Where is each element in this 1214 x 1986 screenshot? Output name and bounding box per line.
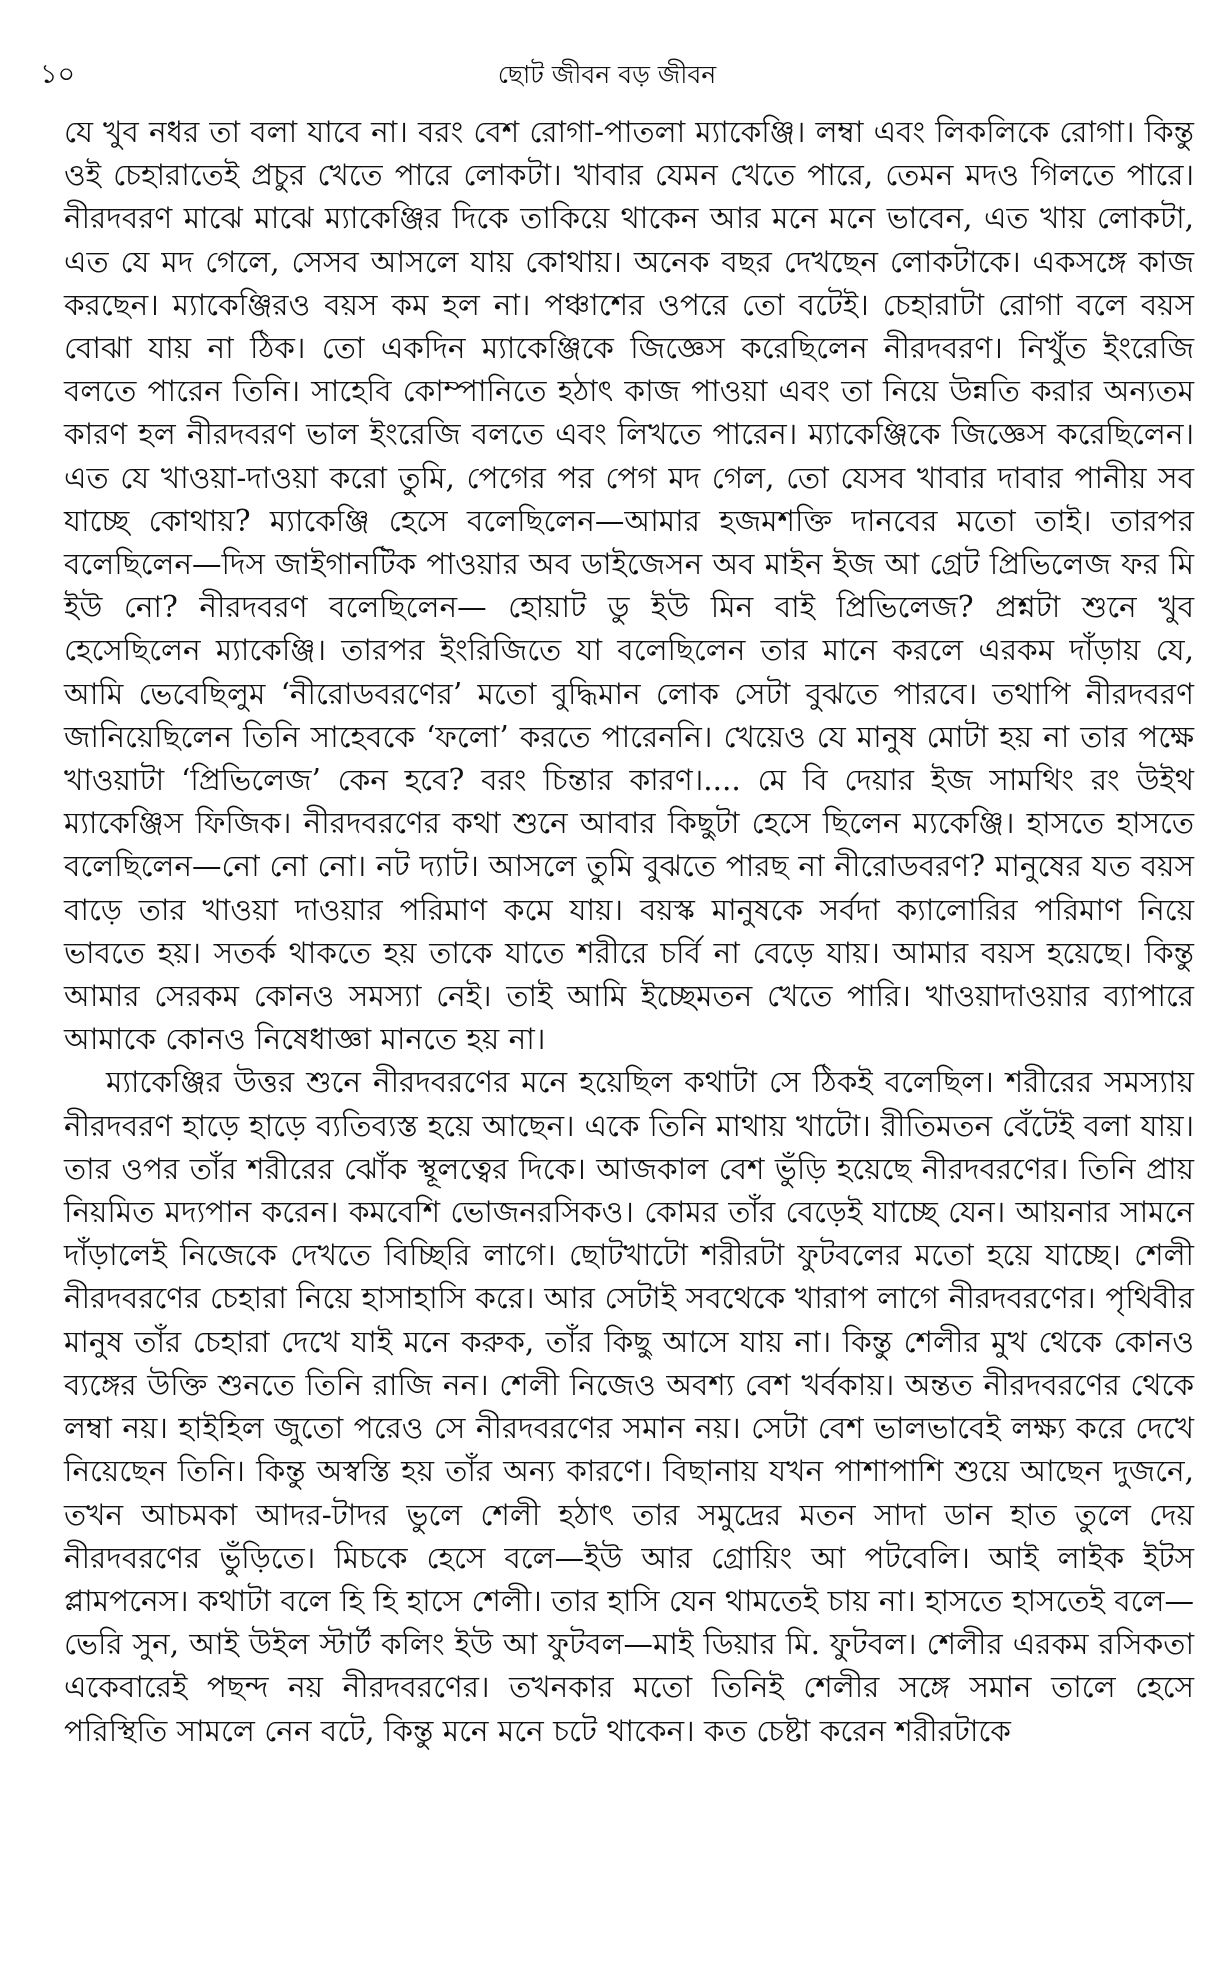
- page-header: [40, 55, 1174, 95]
- body-text: [64, 111, 1194, 1753]
- paragraph: যে খুব নধর তা বলা যাবে না। বরং বেশ রোগা-পাতলা ম্যাকেঞ্জি। লম্বা এবং লিকলিকে রোগা। কিন্তু ওই চেহারাতেই প্রচুর খেতে পারে লোকটা। খাবার যেমন খেতে পারে, তেমন মদও গিলতে পারে। নীরদবরণ মাঝে মাঝে ম্যাকেঞ্জির দিকে তাকিয়ে থাকেন আর মনে মনে ভাবেন, এত খায় লোকটা, এত যে মদ গেলে, সেসব আসলে যায় কোথায়। অনেক বছর দেখছেন লোকটাকে। একসঙ্গে কাজ করছেন। ম্যাকেঞ্জিরও বয়স কম হল না। পঞ্চাশের ওপরে তো বটেই। চেহারাটা রোগা বলে বয়স বোঝা যায় না ঠিক। তো একদিন ম্যাকেঞ্জিকে জিজ্ঞেস করেছিলেন নীরদবরণ। নিখুঁত ইংরেজি বলতে পারেন তিনি। সাহেবি কোম্পানিতে হঠাৎ কাজ পাওয়া এবং তা নিয়ে উন্নতি করার অন্যতম কারণ হল নীরদবরণ ভাল ইংরেজি বলতে এবং লিখতে পারেন। ম্যাকেঞ্জিকে জিজ্ঞেস করেছিলেন। এত যে খাওয়া-দাওয়া করো তুমি, পেগের পর পেগ মদ গেল, তো যেসব খাবার দাবার পানীয় সব যাচ্ছে কোথায়? ম্যাকেঞ্জি হেসে বলেছিলেন—আমার হজমশক্তি দানবের মতো তাই। তারপর বলেছিলেন—দিস জাইগানটিক পাওয়ার অব ডাইজেসন অব মাইন ইজ আ গ্রেট প্রিভিলেজ ফর মি ইউ নো? নীরদবরণ বলেছিলেন— হোয়াট ডু ইউ মিন বাই প্রিভিলেজ? প্রশ্নটা শুনে খুব হেসেছিলেন ম্যাকেঞ্জি। তারপর ইংরিজিতে যা বলেছিলেন তার মানে করলে এরকম দাঁড়ায় যে, আমি ভেবেছিলুম ‘নীরোডবরণের’ মতো বুদ্ধিমান লোক সেটা বুঝতে পারবে। তথাপি নীরদবরণ জানিয়েছিলেন তিনি সাহেবকে ‘ফলো’ করতে পারেননি। খেয়েও যে মানুষ মোটা হয় না তার পক্ষে খাওয়াটা ‘প্রিভিলেজ’ কেন হবে? বরং চিন্তার কারণ।.... মে বি দেয়ার ইজ সামথিং রং উইথ ম্যাকেঞ্জিস ফিজিক। নীরদবরণের কথা শুনে আবার কিছুটা হেসে ছিলেন ম্যকেঞ্জি। হাসতে হাসতে বলেছিলেন—নো নো নো। নট দ্যাট। আসলে তুমি বুঝতে পারছ না নীরোডবরণ? মানুষের যত বয়স বাড়ে তার খাওয়া দাওয়ার পরিমাণ কমে যায়। বয়স্ক মানুষকে সর্বদা ক্যালোরির পরিমাণ নিয়ে ভাবতে হয়। সতর্ক থাকতে হয় তাকে যাতে শরীরে চর্বি না বেড়ে যায়। আমার বয়স হয়েছে। কিন্তু আমার সেরকম কোনও সমস্যা নেই। তাই আমি ইচ্ছেমতন খেতে পারি। খাওয়াদাওয়ার ব্যাপারে আমাকে কোনও নিষেধাজ্ঞা মানতে হয় না।: [64, 115, 1194, 1057]
- running-title: ছোট জীবন বড় জীবন: [497, 60, 717, 89]
- paragraph: ম্যাকেঞ্জির উত্তর শুনে নীরদবরণের মনে হয়েছিল কথাটা সে ঠিকই বলেছিল। শরীরের সমস্যায় নীরদবরণ হাড়ে হাড়ে ব্যতিব্যস্ত হয়ে আছেন। একে তিনি মাথায় খাটো। রীতিমতন বেঁটেই বলা যায়। তার ওপর তাঁর শরীরের ঝোঁক স্থূলত্বের দিকে। আজকাল বেশ ভুঁড়ি হয়েছে নীরদবরণের। তিনি প্রায় নিয়মিত মদ্যপান করেন। কমবেশি ভোজনরসিকও। কোমর তাঁর বেড়েই যাচ্ছে যেন। আয়নার সামনে দাঁড়ালেই নিজেকে দেখতে বিচ্ছিরি লাগে। ছোটখাটো শরীরটা ফুটবলের মতো হয়ে যাচ্ছে। শেলী নীরদবরণের চেহারা নিয়ে হাসাহাসি করে। আর সেটাই সবথেকে খারাপ লাগে নীরদবরণের। পৃথিবীর মানুষ তাঁর চেহারা দেখে যাই মনে করুক, তাঁর কিছু আসে যায় না। কিন্তু শেলীর মুখ থেকে কোনও ব্যঙ্গের উক্তি শুনতে তিনি রাজি নন। শেলী নিজেও অবশ্য বেশ খর্বকায়। অন্তত নীরদবরণের থেকে লম্বা নয়। হাইহিল জুতো পরেও সে নীরদবরণের সমান নয়। সেটা বেশ ভালভাবেই লক্ষ্য করে দেখে নিয়েছেন তিনি। কিন্তু অস্বস্তি হয় তাঁর অন্য কারণে। বিছানায় যখন পাশাপাশি শুয়ে আছেন দুজনে, তখন আচমকা আদর-টাদর ভুলে শেলী হঠাৎ তার সমুদ্রের মতন সাদা ডান হাত তুলে দেয় নীরদবরণের ভুঁড়িতে। মিচকে হেসে বলে—ইউ আর গ্রোয়িং আ পটবেলি। আই লাইক ইটস প্লামপনেস। কথাটা বলে হি হি হাসে শেলী। তার হাসি যেন থামতেই চায় না। হাসতে হাসতেই বলে—ভেরি সুন, আই উইল স্টার্ট কলিং ইউ আ ফুটবল—মাই ডিয়ার মি. ফুটবল। শেলীর এরকম রসিকতা একেবারেই পছন্দ নয় নীরদবরণের। তখনকার মতো তিনিই শেলীর সঙ্গে সমান তালে হেসে পরিস্থিতি সামলে নেন বটে, কিন্তু মনে মনে চটে থাকেন। কত চেষ্টা করেন শরীরটাকে: [64, 1065, 1194, 1748]
- page-number: ১০: [40, 59, 76, 90]
